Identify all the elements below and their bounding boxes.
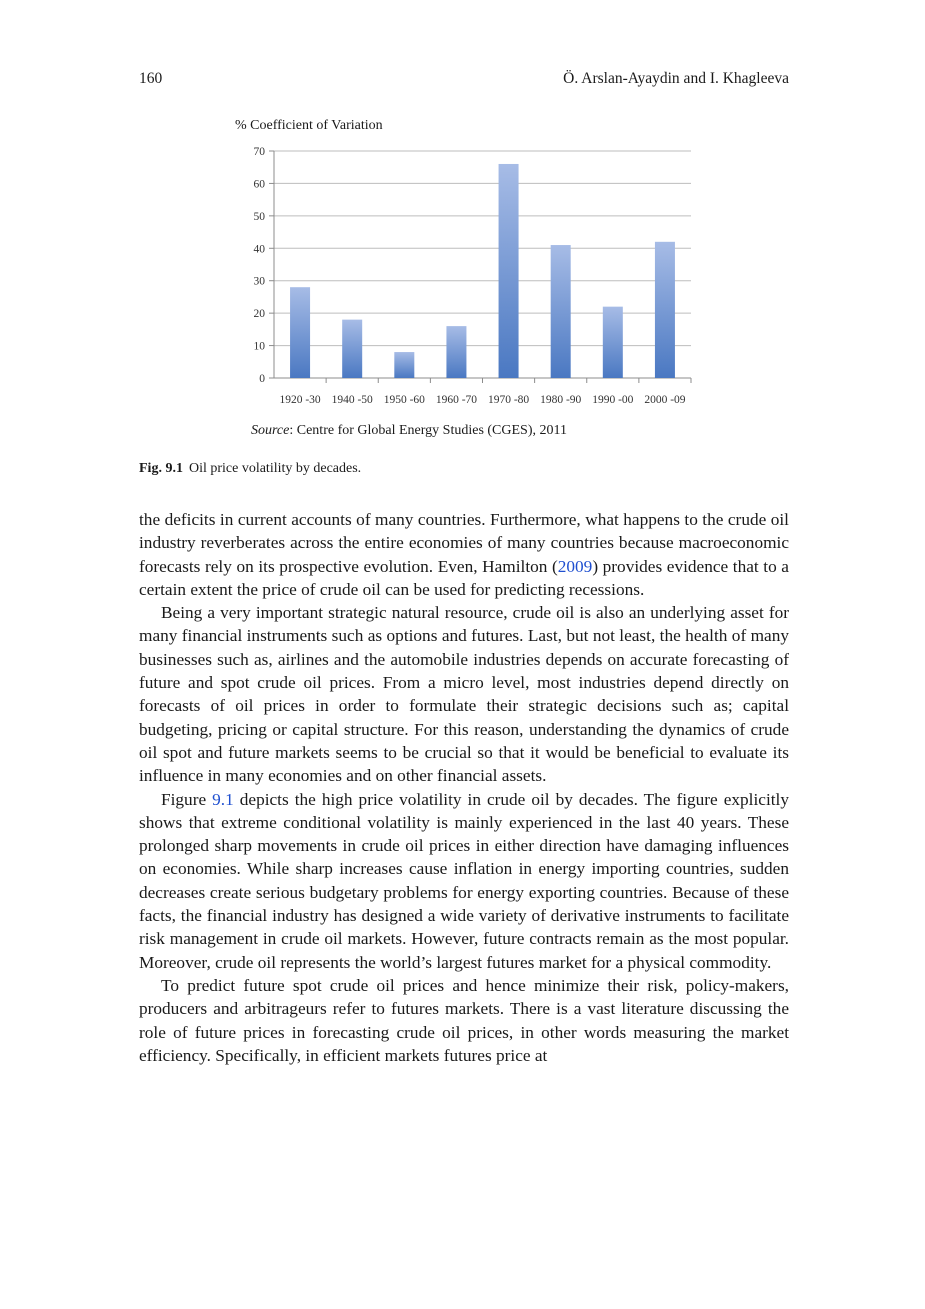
figure-caption <box>139 461 361 477</box>
x-tick-label: 2000 -09 <box>644 394 686 406</box>
source-label: Source <box>251 423 290 438</box>
page-number: 160 <box>139 70 163 87</box>
y-tick-label: 20 <box>253 308 265 321</box>
bar-2000-09 <box>655 242 675 378</box>
y-tick-label: 70 <box>253 146 265 158</box>
citation-link[interactable]: 2009 <box>557 556 593 576</box>
y-tick-label: 10 <box>253 340 265 353</box>
body-text <box>139 508 789 1067</box>
figure-link[interactable]: 9.1 <box>212 789 234 809</box>
x-tick-label: 1960 -70 <box>435 394 478 406</box>
figure-caption-text: Oil price volatility by decades. <box>188 461 362 476</box>
paragraph-1: the deficits in current accounts of many countries. Furthermore, what happens to the crude oil industry reverberates across the entire economies of many countries because macroeconomic forecasts rely on its prospective evolution. Even, Hamilton (2009) provides evidence that to a certain extent the price of crude oil can be used for predicting recessions. <box>139 510 789 599</box>
bar-chart <box>225 112 705 412</box>
y-tick-label: 40 <box>253 243 265 256</box>
x-tick-label: 1950 -60 <box>383 394 425 406</box>
paragraph-2: Being a very important strategic natural resource, crude oil is also an underlying asset for many financial instruments such as options and futures. Last, but not least, the health of many businesses such as, airlines and the automobile industries depends on accurate forecasting of future and spot crude oil prices. From a micro level, most industries depend directly on forecasts of oil prices in order to formulate their strategic decisions such as; capital budgeting, pricing or capital structure. For this reason, understanding the dynamics of crude oil spot and future markets seems to be crucial so that it would be beneficial to evaluate its influence in many economies and on other financial assets. <box>139 603 789 786</box>
bar-1980-90 <box>551 245 571 378</box>
y-tick-label: 30 <box>253 275 265 288</box>
x-tick-label: 1970 -80 <box>487 394 530 406</box>
paragraph-3: Figure 9.1 depicts the high price volatility in crude oil by decades. The figure explicitly shows that extreme conditional volatility is mainly experienced in the last 40 years. These prolonged sharp movements in crude oil prices in either direction have damaging influences on economies. While sharp increases cause inflation in energy importing countries, sudden decreases create serious budgetary problems for energy exporting countries. Because of these facts, the financial industry has designed a wide variety of derivative instruments to facilitate risk management in crude oil markets. However, future contracts remain as the most popular. Moreover, crude oil represents the world’s largest futures market for a physical commodity. <box>139 789 789 972</box>
bar-1940-50 <box>342 320 362 378</box>
x-tick-label: 1940 -50 <box>331 394 373 406</box>
bar-1990-00 <box>603 307 623 378</box>
source-text: : Centre for Global Energy Studies (CGES), 2011 <box>289 423 567 438</box>
x-tick-label: 1980 -90 <box>540 394 582 406</box>
bar-1920-30 <box>290 287 310 378</box>
y-tick-label: 50 <box>253 210 265 223</box>
bar-1950-60 <box>394 352 414 378</box>
chart-y-axis-label: % Coefficient of Variation <box>235 118 383 133</box>
page-header <box>139 70 789 92</box>
paragraph-4: To predict future spot crude oil prices and hence minimize their risk, policy-makers, producers and arbitrageurs refer to futures markets. There is a vast literature discussing the role of future prices in forecasting crude oil prices, in other words measuring the market efficiency. Specifically, in efficient markets futures price at <box>139 975 789 1065</box>
bar-1960-70 <box>446 326 466 378</box>
figure-number: Fig. 9.1 <box>139 461 183 476</box>
y-tick-label: 60 <box>253 178 265 191</box>
running-head-authors: Ö. Arslan-Ayaydin and I. Khagleeva <box>563 70 789 87</box>
y-tick-label: 0 <box>259 373 265 385</box>
x-tick-label: 1920 -30 <box>279 394 321 406</box>
x-tick-label: 1990 -00 <box>592 394 634 406</box>
bar-1970-80 <box>499 164 519 378</box>
figure-source <box>251 423 567 439</box>
